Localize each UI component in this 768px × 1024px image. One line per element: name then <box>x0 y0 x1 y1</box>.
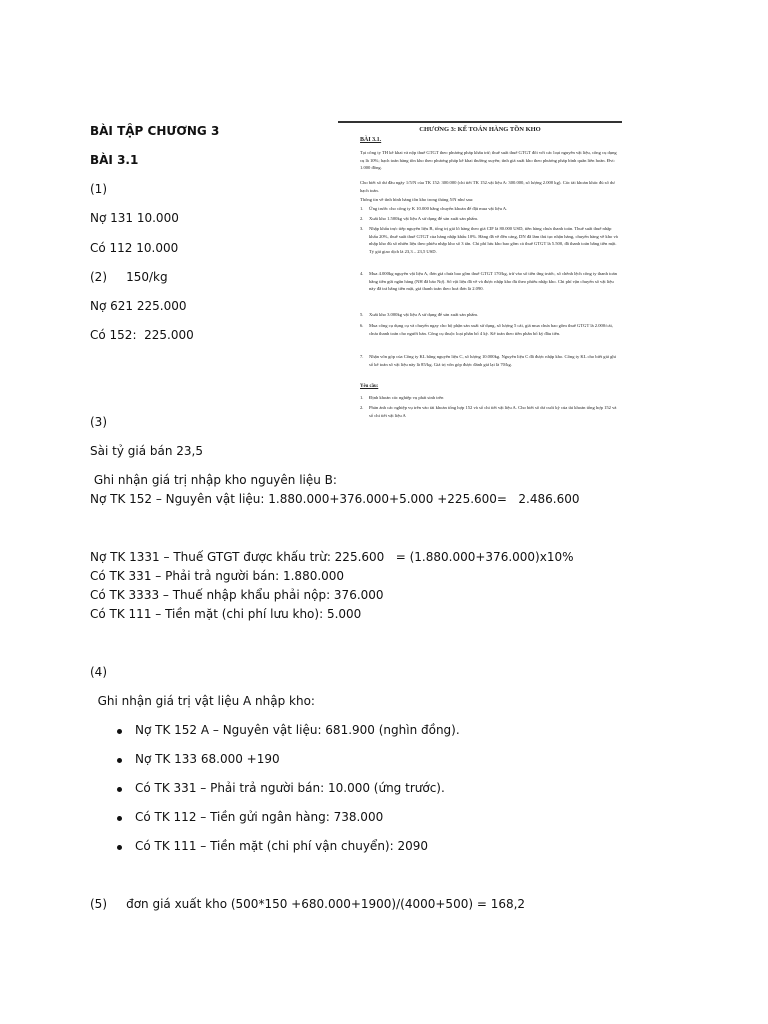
entry-3-line-1: Nợ TK 152 – Nguyên vật liệu: 1.880.000+376.000+5.000 +225.600= 2.486.600 <box>90 492 580 506</box>
exercise-title: BÀI 3.1 <box>90 153 139 167</box>
bullet-icon <box>117 787 122 792</box>
entry-3-line-3: Có TK 331 – Phải trả người bán: 1.880.000 <box>90 569 345 583</box>
entry-3-note: Sài tỷ giá bán 23,5 <box>90 444 203 458</box>
entry-3-line-5: Có TK 111 – Tiền mặt (chi phí lưu kho): 5.000 <box>90 607 362 621</box>
entry-4-item: Có TK 112 – Tiền gửi ngân hàng: 738.000 <box>135 810 384 824</box>
scan-intro: Tại công ty TH kê khai và nộp thuế GTGT theo phương pháp khấu trừ; thuế suất thuế GTGT đối với các loại nguyên vật liệu, công cụ dụng cụ là 10%; hạch toán hàng tồn kho theo phương pháp kê khai thường xuyên; tính giá xuất kho theo phương pháp bình quân liên hoàn. Đvt: 1.000 đồng. <box>360 150 617 171</box>
scan-info: Thông tin về tình hình hàng tồn kho trong tháng 5/N như sau: <box>360 197 474 202</box>
entry-4-item: Nợ TK 152 A – Nguyên vật liệu: 681.900 (nghìn đồng). <box>135 723 460 737</box>
entry-3-line-2: Nợ TK 1331 – Thuế GTGT được khấu trừ: 225.600 = (1.880.000+376.000)x10% <box>90 550 574 564</box>
scanned-exercise-image: CHƯƠNG 3: KẾ TOÁN HÀNG TỒN KHO BÀI 3.1. Tại công ty TH kê khai và nộp thuế GTGT theo phương pháp khấu trừ; thuế suất thuế GTGT đối với các loại nguyên vật liệu, công cụ dụng cụ là 10%; hạch toán hàng tồn kho theo phương pháp kê khai thường xuyên; tính giá xuất kho theo phương pháp bình quân liên hoàn. Đvt: 1.000 đồng. Cho biết số dư đầu ngày 1/5/N của TK 152: 300.000 (chi tiết TK 152.vật liệu A: 300.000, số lượng 2.000 kg). Các tài khoản khác đủ số dư hạch toán. Thông tin về tình hình hàng tồn kho trong tháng 5/N như sau: 1. Ứng trước cho công ty K 10.000 bằng chuyển khoản để đặt mua vật liệu A. 2. Xuất kho 1.500kg vật liệu A sử dụng để sản xuất sản phẩm. 3. Nhập khẩu trực tiếp nguyên liệu B, tổng trị giá lô hàng theo giá CIF là 80.000 USD, tiền hàng chưa thanh toán. Thuế suất thuế nhập khẩu 20%, thuế suất thuế GTGT của hàng nhập khẩu 10%. Hàng đã về đến cảng, DN đã làm thủ tục nhận hàng, chuyển hàng về kho và nhập kho đủ số nhiên liệu theo phiếu nhập kho số 3 tấn. Chi phí lưu kho bao gồm cả thuế GTGT là 5.500, đã thanh toán bằng tiền mặt. Tỷ giá giao dịch là 23,3 – 23,5 USD. 4. Mua 4.000kg nguyên vật liệu A, đơn giá chưa bao gồm thuế GTGT 170/kg, trừ vào số tiền ứng trước, số chênh lệch công ty thanh toán bằng tiền gửi ngân hàng (NH đã báo Nợ). Số vật liệu đã về và được nhập kho đủ theo phiếu nhập kho. Chi phí vận chuyển số vật liệu này đã trả bằng tiền mặt, giá thanh toán theo hoá đơn là 2.090. 5. Xuất kho 3.000kg vật liệu A sử dụng để sản xuất sản phẩm. 6. Mua công cụ dụng cụ và chuyển ngay cho bộ phận sản xuất sử dụng, số lượng 5 cái, giá mua chưa bao gồm thuế GTGT là 2.000/cái, chưa thanh toán cho người bán. Công cụ thuộc loại phân bổ 4 kỳ. Kế toán theo tiền phân bổ kỳ đầu tiên. 7. Nhận vốn góp của Công ty KL bằng nguyên liệu C, số lượng 10.000kg. Nguyên liệu C đã được nhập kho. Công ty KL cho biết giá ghi sổ kế toán số vật liệu này là 85/kg. Giá trị vốn góp được đánh giá lại là 70/kg. Yêu cầu: 1. Định khoản các nghiệp vụ phát sinh trên 2. Phản ánh các nghiệp vụ trên vào tài khoản tổng hợp 152 và sổ chi tiết vật liệu A. Cho biết số dư cuối kỳ của tài khoản tổng hợp 152 và sổ chi tiết vật liệu A <box>338 121 622 451</box>
bullet-icon <box>117 758 122 763</box>
entry-3-title: Ghi nhận giá trị nhập kho nguyên liệu B: <box>90 473 337 487</box>
scan-balance: Cho biết số dư đầu ngày 1/5/N của TK 152: 300.000 (chi tiết TK 152.vật liệu A: 300.000, số lượng 2.000 kg). Các tài khoản khác đủ số dư hạch toán. <box>360 180 615 193</box>
entry-2-number: (2) 150/kg <box>90 270 168 284</box>
entry-4-number: (4) <box>90 665 107 679</box>
entry-3-line-4: Có TK 3333 – Thuế nhập khẩu phải nộp: 376.000 <box>90 588 384 602</box>
scan-requirements-title: Yêu cầu: <box>360 384 379 389</box>
entry-1-number: (1) <box>90 182 107 196</box>
entry-4-title: Ghi nhận giá trị vật liệu A nhập kho: <box>90 694 315 708</box>
entry-5-line: (5) đơn giá xuất kho (500*150 +680.000+1900)/(4000+500) = 168,2 <box>90 897 526 911</box>
entry-4-item: Có TK 111 – Tiền mặt (chi phí vận chuyển): 2090 <box>135 839 428 853</box>
entry-1-debit: Nợ 131 10.000 <box>90 211 179 225</box>
entry-2-debit: Nợ 621 225.000 <box>90 299 187 313</box>
entry-2-credit: Có 152: 225.000 <box>90 328 194 342</box>
entry-3-number: (3) <box>90 415 107 429</box>
bullet-icon <box>117 845 122 850</box>
entry-1-credit: Có 112 10.000 <box>90 241 179 255</box>
bullet-icon <box>117 729 122 734</box>
bullet-icon <box>117 816 122 821</box>
scan-title: CHƯƠNG 3: KẾ TOÁN HÀNG TỒN KHO <box>419 126 541 133</box>
scan-exercise-label: BÀI 3.1. <box>360 137 382 143</box>
entry-4-item: Nợ TK 133 68.000 +190 <box>135 752 280 766</box>
doc-heading: BÀI TẬP CHƯƠNG 3 <box>90 124 220 138</box>
top-rule <box>338 121 622 123</box>
entry-4-item: Có TK 331 – Phải trả người bán: 10.000 (ứng trước). <box>135 781 445 795</box>
